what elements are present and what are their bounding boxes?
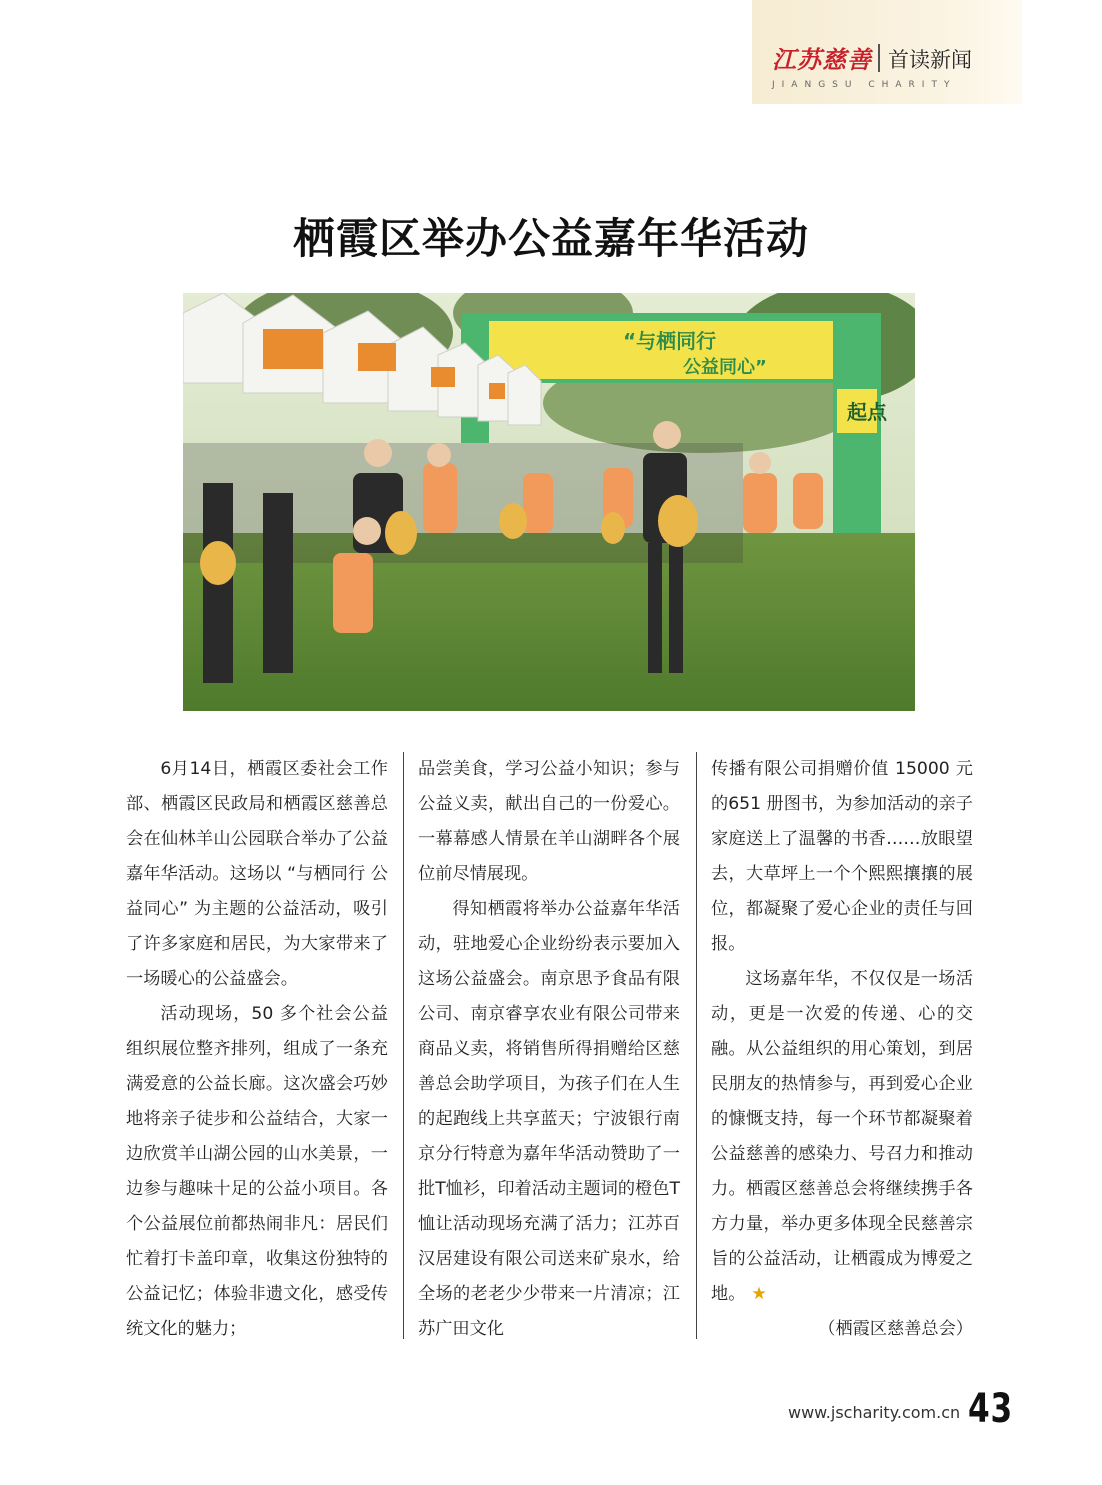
article-column-3 [711,752,973,1312]
article-title: 栖霞区举办公益嘉年华活动 [292,214,809,263]
start-sign: 起点 [847,400,887,424]
column-rule [403,752,404,1339]
end-star-icon: ★ [751,1284,767,1304]
paragraph: 得知栖霞将举办公益嘉年华活动，驻地爱心企业纷纷表示要加入这场公益盛会。南京思予食品有限公司、南京睿享农业有限公司带来商品义卖，将销售所得捐赠给区慈善总会助学项目，为孩子们在人生的起跑线上共享蓝天；宁波银行南京分行特意为嘉年华活动赞助了一批T恤衫，印着活动主题词的橙色T恤让活动现场充满了活力；江苏百汉居建设有限公司送来矿泉水，给全场的老老少少带来一片清凉；江苏广田文化 [418,899,680,1339]
paragraph: 传播有限公司捐赠价值 15000 元的651 册图书，为参加活动的亲子家庭送上了温馨的书香……放眼望去，大草坪上一个个熙熙攘攘的展位，都凝聚了爱心企业的责任与回报。 [711,759,973,954]
paragraph: 6月14日，栖霞区委社会工作部、栖霞区民政局和栖霞区慈善总会在仙林羊山公园联合举办了公益嘉年华活动。这场以 “与栖同行 公益同心” 为主题的公益活动，吸引了许多家庭和居民，为大家带来了一场暖心的公益盛会。 [126,759,388,989]
page-number: 43 [968,1386,1013,1432]
paragraph: 活动现场，50 多个社会公益组织展位整齐排列，组成了一条充满爱意的公益长廊。这次盛会巧妙地将亲子徒步和公益结合，大家一边欣赏羊山湖公园的山水美景，一边参与趣味十足的公益小项目。各个公益展位前都热闹非凡：居民们忙着打卡盖印章，收集这份独特的公益记忆；体验非遗文化，感受传统文化的魅力； [126,1004,388,1339]
magazine-logo-english: JIANGSU CHARITY [772,80,957,90]
website-url[interactable]: www.jscharity.com.cn [788,1403,961,1422]
event-photo [183,293,915,711]
column-rule [696,752,697,1339]
paragraph-final [711,962,973,1312]
masthead-tab [752,0,1022,104]
arch-slogan-1: “与栖同行 [623,329,717,353]
paragraph-text: 这场嘉年华，不仅仅是一场活动，更是一次爱的传递、心的交融。从公益组织的用心策划，到居民朋友的热情参与，再到爱心企业的慷慨支持，每一个环节都凝聚着公益慈善的感染力、号召力和推动力。栖霞区慈善总会将继续携手各方力量，举办更多体现全民慈善宗旨的公益活动，让栖霞成为博爱之地。 [711,969,973,1304]
section-label: 首读新闻 [888,48,972,72]
header-divider [878,44,880,72]
arch-slogan-2: 公益同心” [683,357,767,378]
article-column-2 [418,752,680,1347]
article-credit: （栖霞区慈善总会） [818,1319,973,1339]
article-column-1 [126,752,388,1347]
magazine-logo: 江苏慈善 [772,45,872,74]
paragraph: 品尝美食，学习公益小知识；参与公益义卖，献出自己的一份爱心。一幕幕感人情景在羊山湖畔各个展位前尽情展现。 [418,759,680,884]
